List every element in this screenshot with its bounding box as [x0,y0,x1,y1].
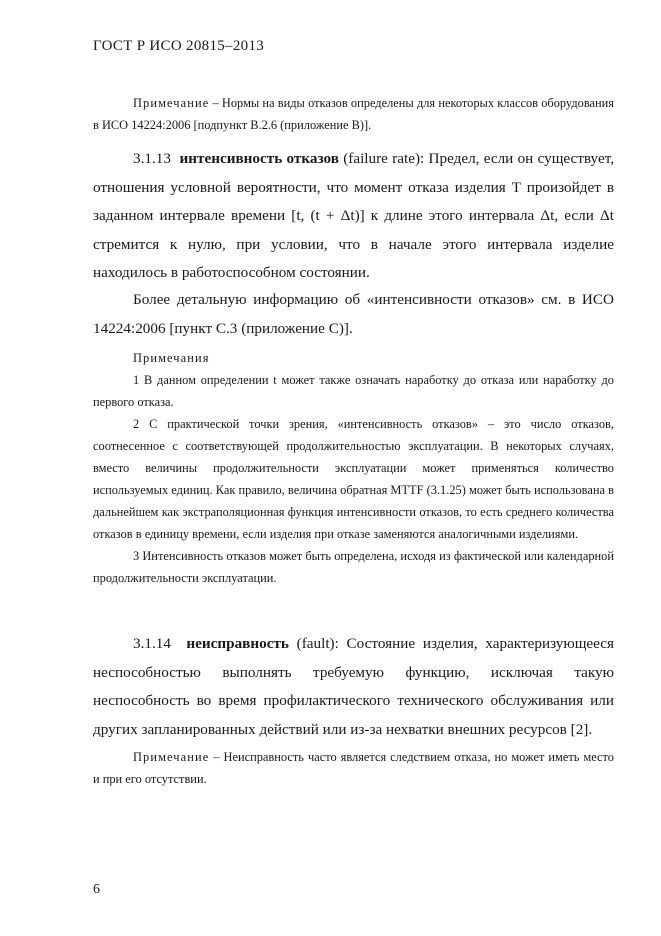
definition-text: (fault): Состояние изделия, характеризующееся неспособностью выполнять требуемую функцию, исключая такую неспособность во время профилактического технического обслуживания или других запланированных действий или из-за нехватки внешних ресурсов [2]. [93,635,614,738]
notes-block [93,347,614,589]
notes-label: Примечания [133,351,210,365]
definition-number: 3.1.14 [133,635,171,652]
definition-3-1-13 [93,145,614,288]
definition-term: неисправность [186,635,289,652]
more-info-paragraph [93,286,614,343]
definition-3-1-14 [93,630,614,744]
page-number: 6 [93,882,100,897]
definition-text: (failure rate): Предел, если он существует, отношения условной вероятности, что момент отказа изделия T произойдет в заданном интервале времени [t, (t + Δt)] к длине этого интервала Δt, если Δt стремится к нулю, при условии, что в начале этого интервала изделие находилось в работоспособном состоянии. [93,150,614,281]
note-item-3: 3 Интенсивность отказов может быть определена, исходя из фактической или календарной продолжительности эксплуатации. [93,549,614,585]
note-item-2: 2 С практической точки зрения, «интенсивность отказов» – это число отказов, соотнесенное с соответствующей продолжительностью эксплуатации. В некоторых случаях, вместо величины продолжительности эксплуатации может применяться количество используемых единиц. Как правило, величина обратная MTTF (3.1.25) может быть использована в дальнейшем как экстраполяционная функция интенсивности отказов, то есть среднего количества отказов в единицу времени, если изделия при отказе заменяются аналогичными изделиями. [93,417,614,541]
more-info-text: Более детальную информацию об «интенсивности отказов» см. в ИСО 14224:2006 [пункт С.3 (приложение С)]. [93,291,614,337]
definition-term: интенсивность отказов [179,150,339,167]
note-fault [93,746,614,790]
document-header: ГОСТ Р ИСО 20815–2013 [93,38,265,54]
note-failure-modes [93,92,614,136]
note-label: Примечание [133,750,210,764]
note-text: – Неисправность часто является следствием отказа, но может иметь место и при его отсутствии. [93,750,614,786]
note-item-1: 1 В данном определении t может также означать наработку до отказа или наработку до первого отказа. [93,373,614,409]
definition-number: 3.1.13 [133,150,171,167]
note-text: – Нормы на виды отказов определены для некоторых классов оборудования в ИСО 14224:2006 [подпункт В.2.6 (приложение В)]. [93,96,614,132]
note-label: Примечание [133,96,210,110]
